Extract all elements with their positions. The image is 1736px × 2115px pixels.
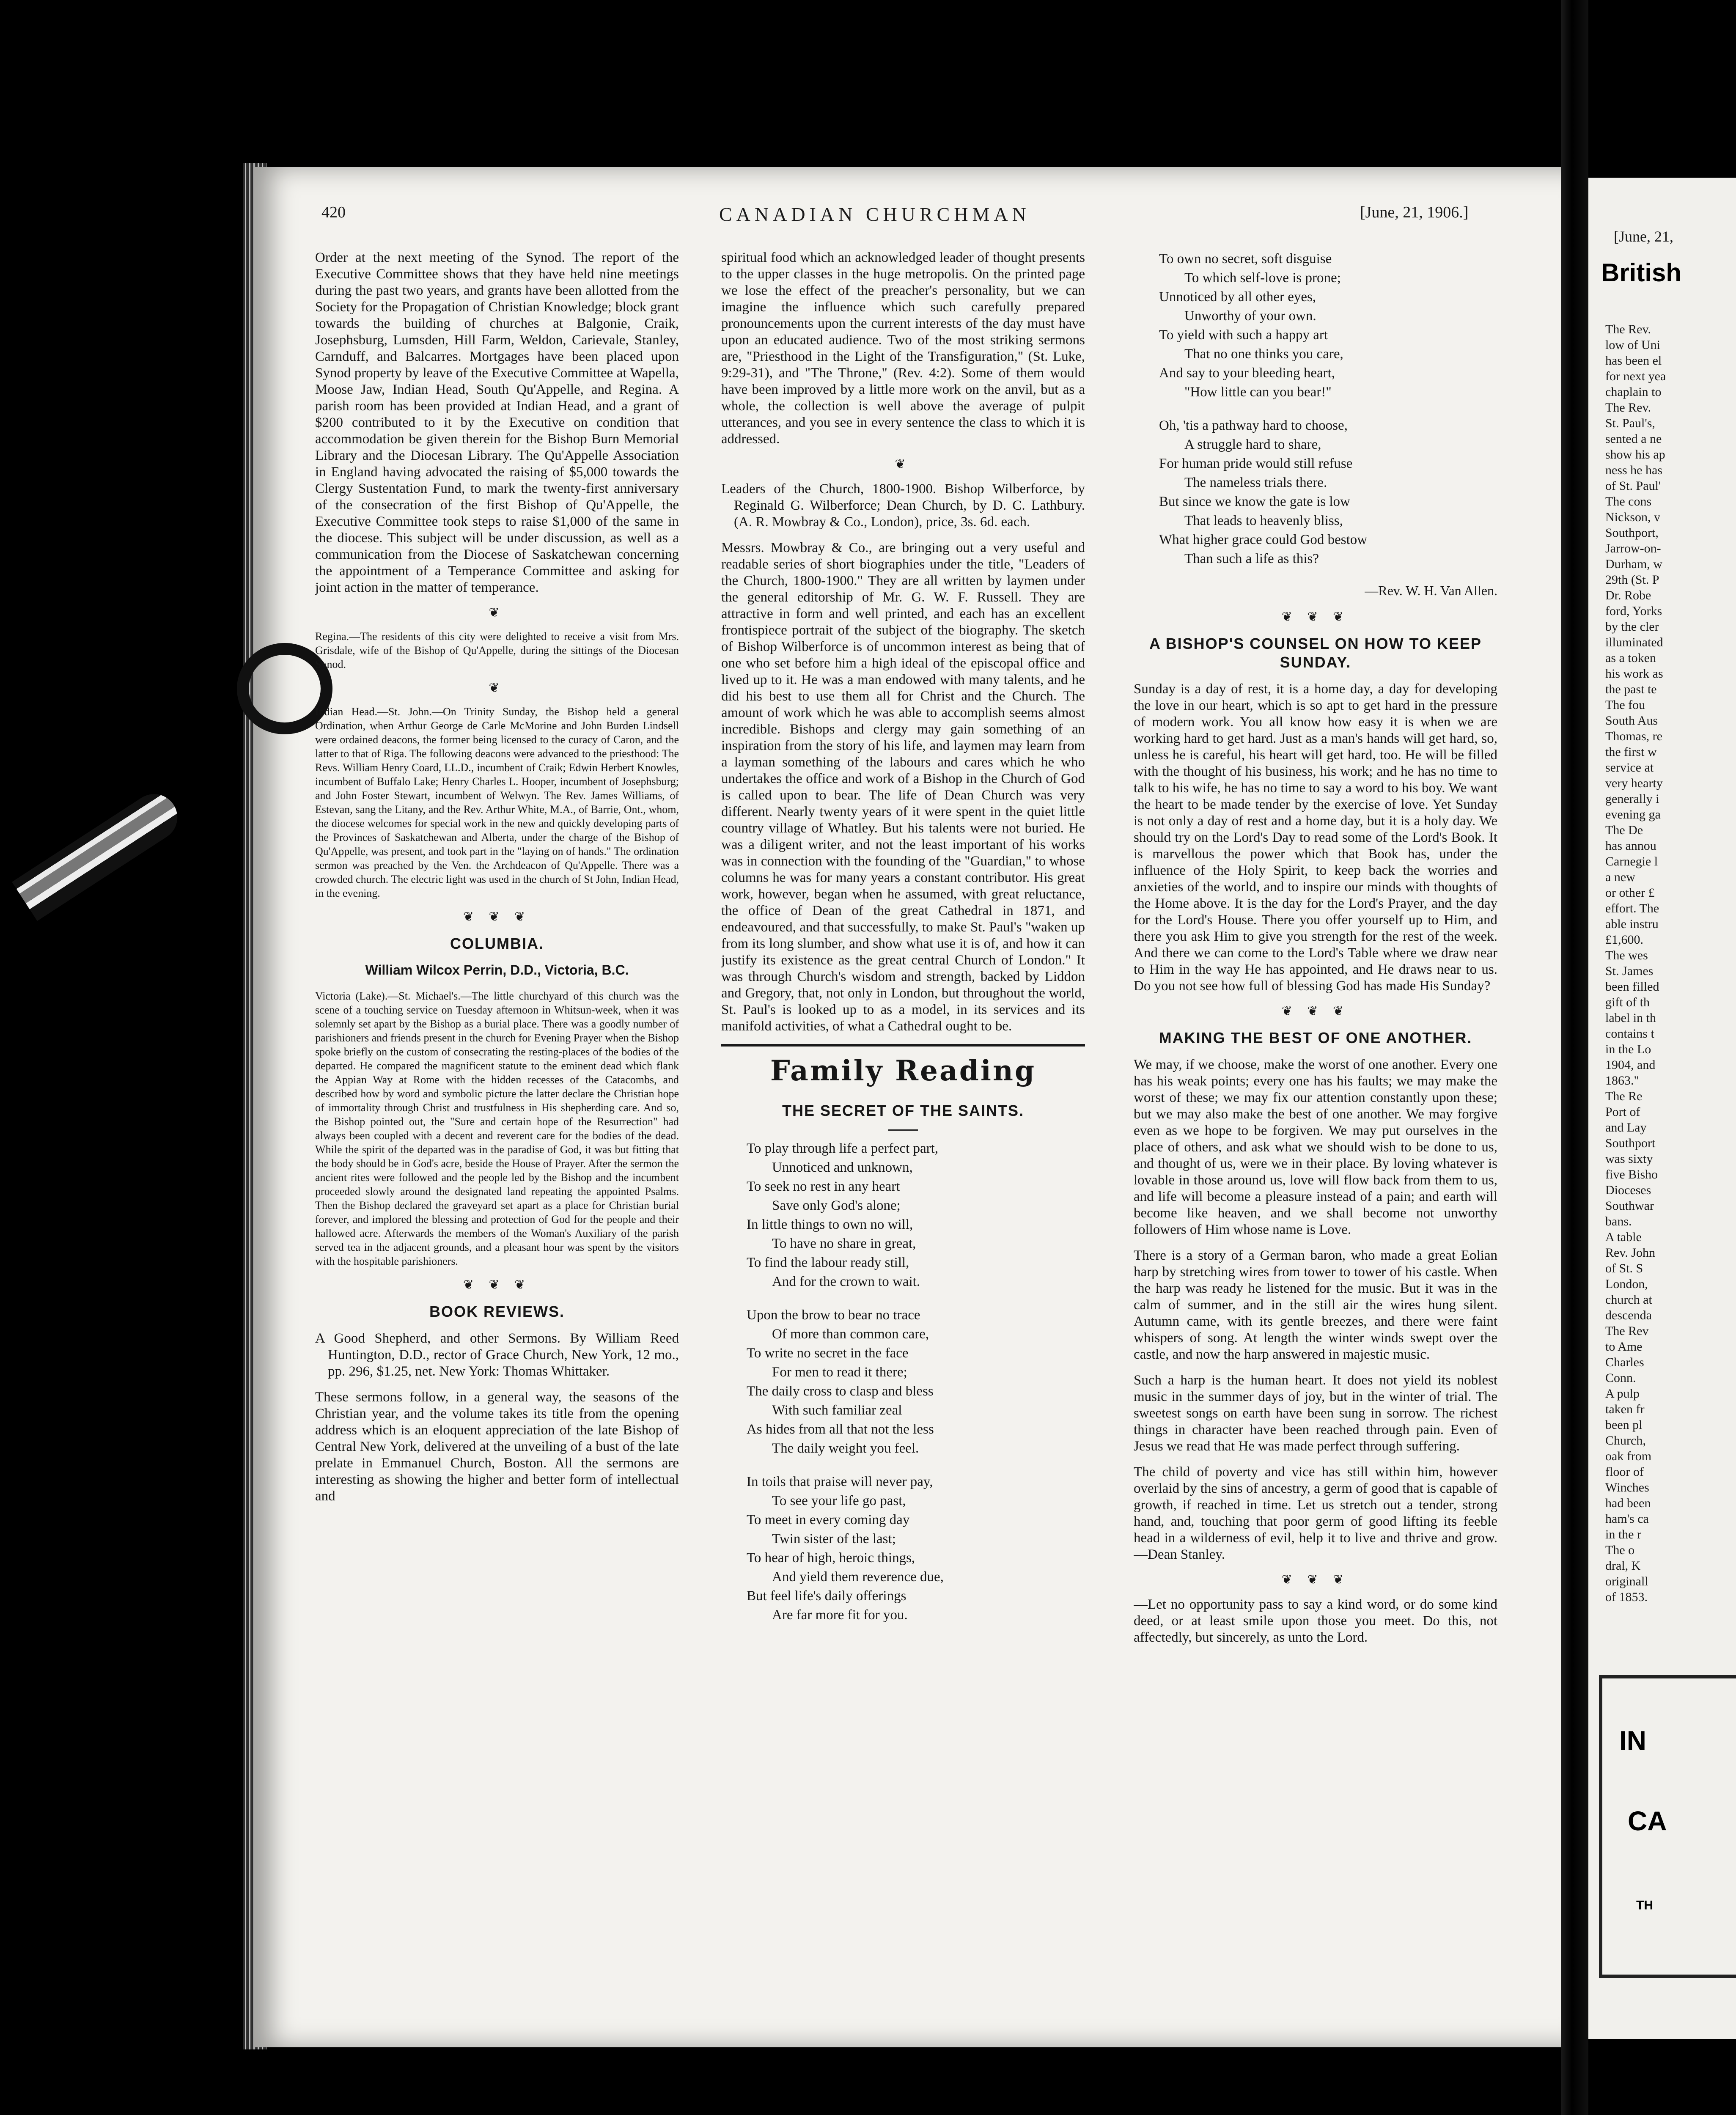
poem-stanza-2: Upon the brow to bear no trace Of more than common care, To write no secret in the face For men to read it there; The daily cross to clasp and bless With such familiar zeal As hides from all that not the less The daily weight you feel. <box>747 1307 934 1456</box>
ornament-leaves-icon: ❦ ❦ ❦ <box>463 910 531 924</box>
columbia-heading: COLUMBIA. <box>450 935 544 952</box>
right-page-line: gift of th <box>1605 995 1650 1009</box>
right-page-line: the past te <box>1605 682 1657 696</box>
right-page-line: bans. <box>1605 1214 1632 1228</box>
binder-clip <box>12 785 186 921</box>
page-number: 420 <box>321 203 346 221</box>
issue-date: [June, 21, 1906.] <box>1360 203 1469 221</box>
right-page-line: £1,600. <box>1605 933 1643 947</box>
right-page-title: British <box>1601 258 1682 287</box>
ornament-leaves-icon: ❦ ❦ ❦ <box>1281 1004 1350 1018</box>
right-page-line: Conn. <box>1605 1371 1636 1385</box>
review-paragraph-2: spiritual food which an acknowledged leader of thought presents to the upper classes in the huge metropolis. On the printed page we lose the effect of the preacher's personality, but we can imagine the influence which such carefully prepared pronouncements upon the current interests of the day must have upon an educated audience. Two of the most striking sermons are, "Priesthood in the Light of the Transfiguration," (St. Luke, 9:29-31), and "The Throne," (Rev. 4:2). Some of them would have been improved by a little more work on the anvil, but as a whole, the collection is well above the average of pulpit utterances, and you see in every sentence the class to which it is addressed. <box>721 250 1085 447</box>
right-page-line: St. James <box>1605 964 1654 978</box>
right-page-line: as a token <box>1605 651 1656 665</box>
victoria-paragraph: Victoria (Lake).—St. Michael's.—The little churchyard of this church was the scene of a touching service on Tuesday afternoon in Whitsun-week, when it was solemnly set apart by the Bishop as a burial place. There was a goodly number of parishioners and friends present in the church for Evening Prayer when the Bishop spoke briefly on the custom of consecrating the resting-places of the bodies of the departed. He compared the magnificent statute to the eminent dead which flank the Appian Way at Rome with the hidden recesses of the Catacombs, and described how by word and symbolic picture the latter declare the Christian hope of immortality through Christ and trustfulness in His shepherding care. And so, the Bishop pointed out, the "Sure and certain hope of the Resurrection" had always been coupled with a decent and reverent care for the bodies of the dead. While the spirit of the departed was in the paradise of God, it was but fitting that the body should be in God's acre, beside the House of Prayer. After the sermon the ancient rites were followed and the people led by the Bishop and the incumbent proceeded slowly around the designated land repeating the appointed Psalms. Then the Bishop declared the graveyard set apart as a place for Christian burial forever, and implored the blessing and protection of God for the people and their hallowed acre. Afterwards the members of the Woman's Auxiliary of the parish served tea in the adjacent grounds, and a pleasant hour was spent by the visitors with the hospitable parishioners. <box>315 990 679 1267</box>
right-page-line: 29th (St. P <box>1605 573 1659 587</box>
right-page-line: very hearty <box>1605 776 1663 790</box>
right-page-line: a new <box>1605 870 1635 884</box>
right-page-line: has been el <box>1605 354 1662 368</box>
ornament-leaf-icon: ❦ <box>895 457 912 471</box>
right-page-line: Dr. Robe <box>1605 588 1651 602</box>
right-page-line: was sixty <box>1605 1152 1653 1166</box>
right-page-line: his work as <box>1605 667 1663 681</box>
right-page-line: label in th <box>1605 1011 1656 1025</box>
poem-stanza-1: To play through life a perfect part, Unnoticed and unknown, To seek no rest in any heart Save only God's alone; In little things to own no will, To have no share in great, To find the labour ready still, And for the crown to wait. <box>747 1141 939 1289</box>
right-page-line: Jarrow-on- <box>1605 541 1661 555</box>
right-page-line: Dioceses <box>1605 1183 1651 1197</box>
right-page-line: effort. The <box>1605 901 1659 915</box>
column-2 <box>721 250 1085 2005</box>
right-page-line: The fou <box>1605 698 1645 712</box>
right-page-line: The Re <box>1605 1089 1643 1103</box>
right-page-line: originall <box>1605 1574 1648 1588</box>
newspaper-title: CANADIAN CHURCHMAN <box>719 203 1030 225</box>
poem-title: THE SECRET OF THE SAINTS. <box>782 1102 1025 1119</box>
book-reviews-heading: BOOK REVIEWS. <box>429 1303 565 1320</box>
right-page-line: in the r <box>1605 1527 1641 1541</box>
right-page-line: for next yea <box>1605 369 1666 383</box>
right-page-line: Port of <box>1605 1105 1640 1119</box>
poem-stanza-4: To own no secret, soft disguise To which self-love is prone; Unnoticed by all other eyes, Unworthy of your own. To yield with such a happy art That no one thinks you care, And say to your bleeding heart, "How little can you bear!" <box>1159 251 1343 400</box>
indian-head-paragraph: Indian Head.—St. John.—On Trinity Sunday, the Bishop held a general Ordination, when Arthur George de Carle McMorine and John Burden Lindsell were ordained deacons, the former being licensed to the curacy of Caron, and the latter to that of Riga. The following deacons were advanced to the priesthood: The Revs. William Henry Coard, LL.D., incumbent of Craik; Edwin Herbert Knowles, incumbent of Buffalo Lake; Henry Charles L. Hooper, incumbent of Josephsburg; and John Foster Stewart, incumbent of Welwyn. The Rev. James Williams, of Estevan, sang the Litany, and the Rev. Arthur White, M.A., of Barrie, Ont., whom, the diocese welcomes for special work in the new and quickly developing parts of the Provinces of Saskatchewan and Alberta, under the charge of the Bishop of Qu'Appelle, was present, and took part in the "laying on of hands." The ordination sermon was preached by the Ven. the Archdeacon of Qu'Appelle. There was a crowded church. The electric light was used in the church of St John, Indian Head, in the evening. <box>315 706 679 899</box>
right-page-line: in the Lo <box>1605 1042 1651 1056</box>
section-rule <box>721 1044 1085 1047</box>
right-page-line: ford, Yorks <box>1605 604 1662 618</box>
right-page-line: chaplain to <box>1605 385 1662 399</box>
right-page-line: The Rev. <box>1605 322 1651 336</box>
right-page-line: been filled <box>1605 980 1659 994</box>
right-page-line: The cons <box>1605 494 1652 508</box>
right-page-line: 1904, and <box>1605 1058 1656 1072</box>
right-page-line: been pl <box>1605 1418 1643 1432</box>
ornament-leaves-icon: ❦ ❦ ❦ <box>1281 610 1350 624</box>
right-page-line: of 1853. <box>1605 1590 1648 1604</box>
right-page-line: Church, <box>1605 1434 1646 1448</box>
right-page-line: illuminated <box>1605 635 1663 649</box>
right-page-line: The Rev. <box>1605 401 1651 415</box>
right-page-line: sented a ne <box>1605 432 1662 446</box>
synod-report-paragraph: Order at the next meeting of the Synod. The report of the Executive Committee shows that they have held nine meetings during the past two years, and grants have been allotted from the Society for the Propagation of Christian Knowledge; block grant towards the building of churches at Balgonie, Craik, Josephsburg, Lumsden, Hill Farm, Weldon, Carievale, Stanley, Carnduff, and Balcarres. Mortgages have been placed upon Synod property by leave of the Executive Committee at Wapella, Moose Jaw, Indian Head, South Qu'Appelle, and Regina. A parish room has been provided at Indian Head, and a grant of $200 contributed to it by the Executive on condition that accommodation be given therein for the Bishop Burn Memorial Library and the Diocesan Library. The Qu'Appelle Association in England having advocated the raising of $5,000 towards the Clergy Sustentation Fund, to mark the twenty-first anniversary of the consecration of the first Bishop of Qu'Appelle, the Executive Committee took steps to raise $1,000 of the same in the diocese. This subject will be under discussion, as well as a communication from the Diocese of Saskatchewan concerning the appointment of a Temperance Committee and asking for joint action in the matter of temperance. <box>315 250 679 595</box>
right-page-line: descenda <box>1605 1308 1652 1322</box>
right-page-line: 1863." <box>1605 1074 1639 1088</box>
right-page-line: The De <box>1605 823 1643 837</box>
review-entry-1: A Good Shepherd, and other Sermons. By William Reed Huntington, D.D., rector of Grace Church, New York, 12 mo., pp. 296, $1.25, net. New York: Thomas Whittaker. <box>315 1331 679 1379</box>
short-rule <box>888 1129 918 1131</box>
advert-text: CA <box>1628 1806 1667 1836</box>
kind-word-paragraph: —Let no opportunity pass to say a kind word, or do some kind deed, or at least smile upon those you meet. Do this, not affectedly, but sincerely, as unto the Lord. <box>1134 1597 1497 1645</box>
right-page-line: five Bisho <box>1605 1167 1658 1181</box>
right-page-line: service at <box>1605 761 1654 775</box>
right-page-line: had been <box>1605 1496 1651 1510</box>
ornament-leaf-icon: ❦ <box>489 681 505 695</box>
right-page-line: evening ga <box>1605 808 1661 821</box>
regina-paragraph: Regina.—The residents of this city were delighted to receive a visit from Mrs. Grisdale, wife of the Bishop of Qu'Appelle, during the sittings of the Diocesan Synod. <box>315 630 679 670</box>
right-page-line: oak from <box>1605 1449 1652 1463</box>
right-page-line: Carnegie l <box>1605 854 1658 868</box>
best-paragraph-1: We may, if we choose, make the worst of one another. Every one has his weak points; every one has his faults; we may make the worst of these; we may fix our attention constantly upon these; but we may also make the best of one another. We may forgive even as we hope to be forgiven. We may put ourselves in the place of others, and ask what we should wish to be done to us, and thought of us, were we in their place. By loving whatever is lovable in those around us, love will flow back from them to us, and life will become a pleasure instead of a pain; and earth will become like heaven, and we shall become not unworthy followers of Him whose name is Love. <box>1134 1057 1497 1237</box>
right-page-line: contains t <box>1605 1027 1654 1041</box>
right-page-line: to Ame <box>1605 1340 1643 1354</box>
right-page-header: [June, 21, <box>1614 228 1673 245</box>
right-page-line: Southport <box>1605 1136 1656 1150</box>
right-page-line: Southwar <box>1605 1199 1654 1213</box>
right-page-line: or other £ <box>1605 886 1655 900</box>
right-page-line: A table <box>1605 1230 1642 1244</box>
column-1 <box>315 250 679 2005</box>
right-page-line: Charles <box>1605 1355 1644 1369</box>
right-page-line: low of Uni <box>1605 338 1660 352</box>
right-page-line: ham's ca <box>1605 1512 1649 1526</box>
ornament-leaves-icon: ❦ ❦ ❦ <box>463 1278 531 1292</box>
best-paragraph-3: Such a harp is the human heart. It does not yield its noblest music in the summer days of joy, but in the winter of trial. The sweetest songs on earth have been sung in sorrow. The richest things in character have been reached through pain. Even of Jesus we read that He was made perfect through suffering. <box>1134 1373 1497 1454</box>
counsel-heading: A BISHOP'S COUNSEL ON HOW TO KEEP SUNDAY. <box>1149 635 1482 671</box>
right-page-line: floor of <box>1605 1465 1644 1479</box>
poem-signature: —Rev. W. H. Van Allen. <box>1365 583 1497 598</box>
review-paragraph-3: Messrs. Mowbray & Co., are bringing out a very useful and readable series of short biographies under the title, "Leaders of the Church, 1800-1900." They are all written by laymen under the general editorship of Mr. G. W. F. Russell. They are attractive in form and well printed, and each has an excellent frontispiece portrait of the subject of the biography. The sketch of Bishop Wilberforce is of uncommon interest as being that of one who set before him a high ideal of the episcopal office and lived up to it. He was a man endowed with many talents, and he did his best to use them all for Christ and the Church. The amount of work which he was able to accomplish seems almost incredible. Bishops and clergy may gain something of an inspiration from the story of his life, and laymen may learn from a layman something of the labours and cares which he who undertakes the office and work of a Bishop in the Church of God is called upon to bear. The life of Dean Church was very different. Nearly twenty years of it were spent in the quiet little country village of Whatley. But his talents were not buried. He was a diligent writer, and not the least important of his works was in connection with the founding of the "Guardian," to whose columns he was for many years a constant contributor. His great work, however, began when he assumed, with great reluctance, the office of Dean of the great Cathedral in 1871, and endeavoured, and that successfully, to make St. Paul's "waken up from its long slumber, and show what use it is of, and how it can justify its existence as the great central Church of London." It was through Church's wisdom and strength, backed by Liddon and Gregory, that, not only in London, but throughout the world, St. Paul's is looked up to as a model, in its services and its manifold activities, of what a Cathedral ought to be. <box>721 540 1085 1034</box>
right-page-line: The wes <box>1605 948 1648 962</box>
right-page-line: Southport, <box>1605 526 1659 540</box>
right-page-line: London, <box>1605 1277 1648 1291</box>
right-page-line: show his ap <box>1605 448 1665 461</box>
right-page-line: Thomas, re <box>1605 729 1662 743</box>
best-paragraph-4: The child of poverty and vice has still within him, however overlaid by the sins of ancestry, a germ of good that is capable of growth, if reached in time. Let us stretch out a tender, strong hand, and, touching that poor germ of good lifting its feeble head in a wilderness of evil, help it to live and thrive and grow.—Dean Stanley. <box>1134 1464 1497 1562</box>
columbia-subheading: William Wilcox Perrin, D.D., Victoria, B.C. <box>365 962 629 978</box>
book-gutter <box>1561 0 1588 2115</box>
poem-stanza-5: Oh, 'tis a pathway hard to choose, A struggle hard to share, For human pride would still refuse The nameless trials there. But since we know the gate is low That leads to heavenly bliss, What higher grace could God bestow Than such a life as this? <box>1159 418 1368 566</box>
right-page-line: The o <box>1605 1543 1635 1557</box>
right-page-line: ness he has <box>1605 463 1662 477</box>
best-of-one-another-heading: MAKING THE BEST OF ONE ANOTHER. <box>1159 1029 1472 1047</box>
right-page-line: by the cler <box>1605 620 1659 634</box>
ornament-leaves-icon: ❦ ❦ ❦ <box>1281 1573 1350 1587</box>
column-3 <box>1134 250 1497 2005</box>
right-page-line: A pulp <box>1605 1387 1640 1401</box>
right-page-line: Winches <box>1605 1480 1649 1494</box>
right-page-advert-box <box>1599 1675 1736 1978</box>
right-page-line: church at <box>1605 1293 1652 1307</box>
right-page-line: The Rev <box>1605 1324 1649 1338</box>
right-page <box>1588 178 1736 2039</box>
best-paragraph-2: There is a story of a German baron, who made a great Eolian harp by stretching wires from tower to tower of his castle. When the harp was ready he listened for the music. But it was in the calm of summer, and in the still air the wires hung silent. Autumn came, with its gentle breezes, and there were faint whispers of song. At length the winter winds swept over the castle, and now the harp answered in majestic music. <box>1134 1248 1497 1362</box>
review-paragraph-1: These sermons follow, in a general way, the seasons of the Christian year, and the volume takes its title from the opening address which is an eloquent appreciation of the late Bishop of Central New York, delivered at the unveiling of a bust of the late prelate in Emmanuel Church, Boston. All the sermons are interesting as showing the higher and better form of intellectual and <box>315 1390 679 1504</box>
counsel-paragraph: Sunday is a day of rest, it is a home day, a day for developing the love in our heart, which is so apt to get hard in the pressure of modern work. You all know how easy it is when we are working hard to get hard. Just as a man's hands will get hard, so, unless he is careful, his heart will get hard, too. He will be filled with the thought of his business, his work; and he has no time to talk to his wife, he has no time to say a word to his boy. We want the heart to be made tender by the exercise of love. Yet Sunday is not only a day of rest and a home day, but it is a holy day. We should try on the Lord's Day to read some of the Lord's Book. It is marvellous the power which that Book has, under the influence of the Holy Spirit, to keep back the worries and anxieties of the world, and to inspire our minds with thoughts of the Home above. It is the day for the Lord's Prayer, and the day for the Lord's House. There you offer yourself up to Him, and there you ask Him to give you strength for the rest of the week. And there we can come to the Lord's Table where we draw near to Him in the way He has appointed, and He draws near to us. Do you not see how full of blessing God has made His Sunday? <box>1134 681 1497 994</box>
advert-text: TH <box>1636 1898 1653 1912</box>
review-entry-2: Leaders of the Church, 1800-1900. Bishop Wilberforce, by Reginald G. Wilberforce; Dean Church, by D. C. Lathbury. (A. R. Mowbray & Co., London), price, 3s. 6d. each. <box>721 481 1085 530</box>
right-page-line: able instru <box>1605 917 1659 931</box>
right-page-line: and Lay <box>1605 1121 1647 1134</box>
right-page-line: St. Paul's, <box>1605 416 1655 430</box>
right-page-line: dral, K <box>1605 1559 1641 1573</box>
right-page-column <box>1605 321 1736 1605</box>
right-page-line: South Aus <box>1605 714 1658 728</box>
right-page-line: Durham, w <box>1605 557 1662 571</box>
poem-stanza-3: In toils that praise will never pay, To see your life go past, To meet in every coming day Twin sister of the last; To hear of high, heroic things, And yield them reverence due, But feel life's daily offerings Are far more fit for you. <box>747 1474 944 1623</box>
advert-text: IN <box>1619 1725 1646 1756</box>
ornament-leaf-icon: ❦ <box>489 606 505 620</box>
right-page-line: Rev. John <box>1605 1246 1656 1260</box>
right-page-line: Nickson, v <box>1605 510 1660 524</box>
family-reading-heading: Family Reading <box>770 1054 1036 1087</box>
right-page-line: of St. S <box>1605 1261 1643 1275</box>
right-page-line: the first w <box>1605 745 1657 759</box>
right-page-line: of St. Paul' <box>1605 479 1661 493</box>
right-page-line: taken fr <box>1605 1402 1645 1416</box>
right-page-line: has annou <box>1605 839 1656 853</box>
right-page-line: generally i <box>1605 792 1659 806</box>
